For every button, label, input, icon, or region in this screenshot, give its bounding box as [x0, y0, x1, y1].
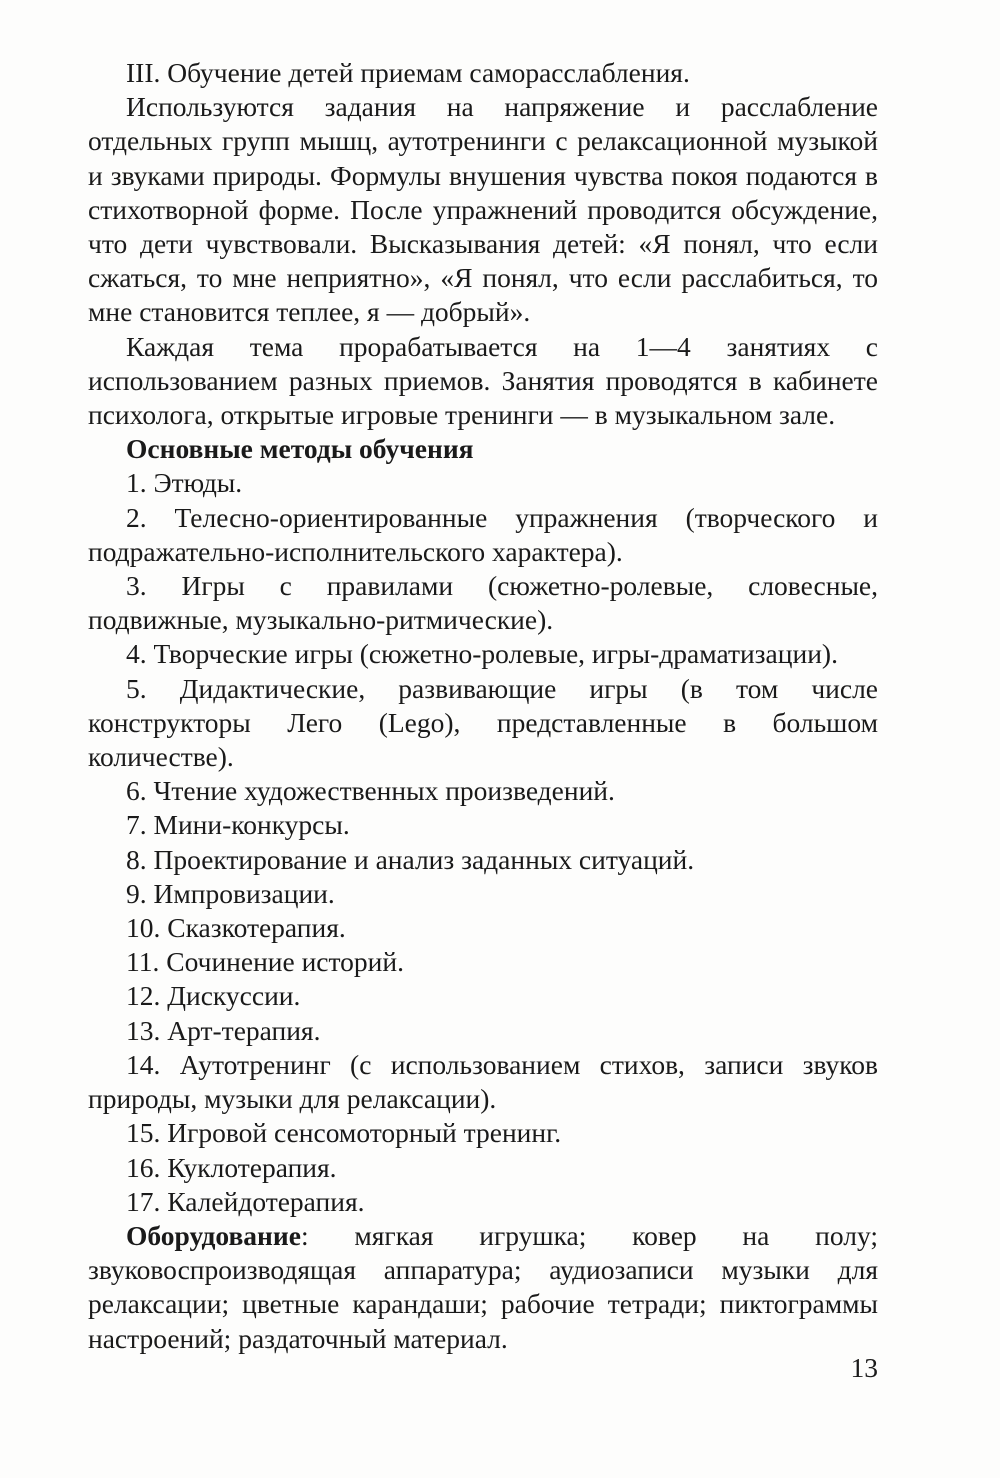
methods-list-item: 13. Арт-терапия. [126, 1014, 321, 1046]
methods-list-item: 7. Мини-конкурсы. [126, 809, 350, 841]
methods-list-item: 8. Проектирование и анализ заданных ситуаций. [126, 843, 695, 875]
methods-list-item: 12. Дискуссии. [126, 980, 301, 1012]
equipment-label: Оборудование [126, 1219, 301, 1251]
methods-list [88, 466, 878, 1218]
equipment-text: : мягкая игрушка; ковер на полу; звуковоспроизводящая аппаратура; аудиозаписи музыки для релаксации; цветные карандаши; рабочие тетради; пиктограммы настроений; раздаточный материал. [88, 1219, 878, 1354]
methods-list-item: 16. Куклотерапия. [126, 1151, 337, 1183]
methods-list-item: 1. Этюды. [126, 467, 243, 499]
paragraph-relaxation-description: Используются задания на напряжение и расслабление отдельных групп мышц, аутотренинги с релаксационной музыкой и звуками природы. Формулы внушения чувства покоя подаются в стихотворной форме. После упражнений проводится обсуждение, что дети чувствовали. Высказывания детей: «Я понял, что если сжаться, то мне неприятно», «Я понял, что если расслабиться, то мне становится теплее, я — добрый». [88, 91, 878, 328]
methods-list-item: 15. Игровой сенсомоторный тренинг. [126, 1117, 562, 1149]
page-body [88, 56, 878, 1356]
methods-list-item: 17. Калейдотерапия. [126, 1185, 365, 1217]
methods-list-item: 9. Импровизации. [126, 877, 335, 909]
methods-list-item: 11. Сочинение историй. [126, 946, 404, 978]
methods-list-item: 3. Игры с правилами (сюжетно-ролевые, словесные, подвижные, музыкально-ритмические). [88, 570, 878, 636]
methods-list-item: 10. Сказкотерапия. [126, 912, 346, 944]
methods-list-item: 5. Дидактические, развивающие игры (в том числе конструкторы Лего (Lego), представленные в большом количестве). [88, 672, 878, 773]
methods-list-item: 4. Творческие игры (сюжетно-ролевые, игры-драматизации). [126, 638, 838, 670]
equipment-paragraph [88, 1219, 878, 1356]
methods-list-item: 6. Чтение художественных произведений. [126, 775, 615, 807]
methods-list-item: 2. Телесно-ориентированные упражнения (творческого и подражательно-исполнительского характера). [88, 501, 878, 567]
paragraph-topic-sessions: Каждая тема прорабатывается на 1—4 занятиях с использованием разных приемов. Занятия проводятся в кабинете психолога, открытые игровые тренинги — в музыкальном зале. [88, 330, 878, 431]
section-heading-relaxation: III. Обучение детей приемам саморасслабления. [126, 57, 690, 88]
methods-list-item: 14. Аутотренинг (с использованием стихов, записи звуков природы, музыки для релаксации). [88, 1048, 878, 1115]
methods-heading: Основные методы обучения [126, 433, 474, 465]
page-number: 13 [850, 1352, 878, 1383]
